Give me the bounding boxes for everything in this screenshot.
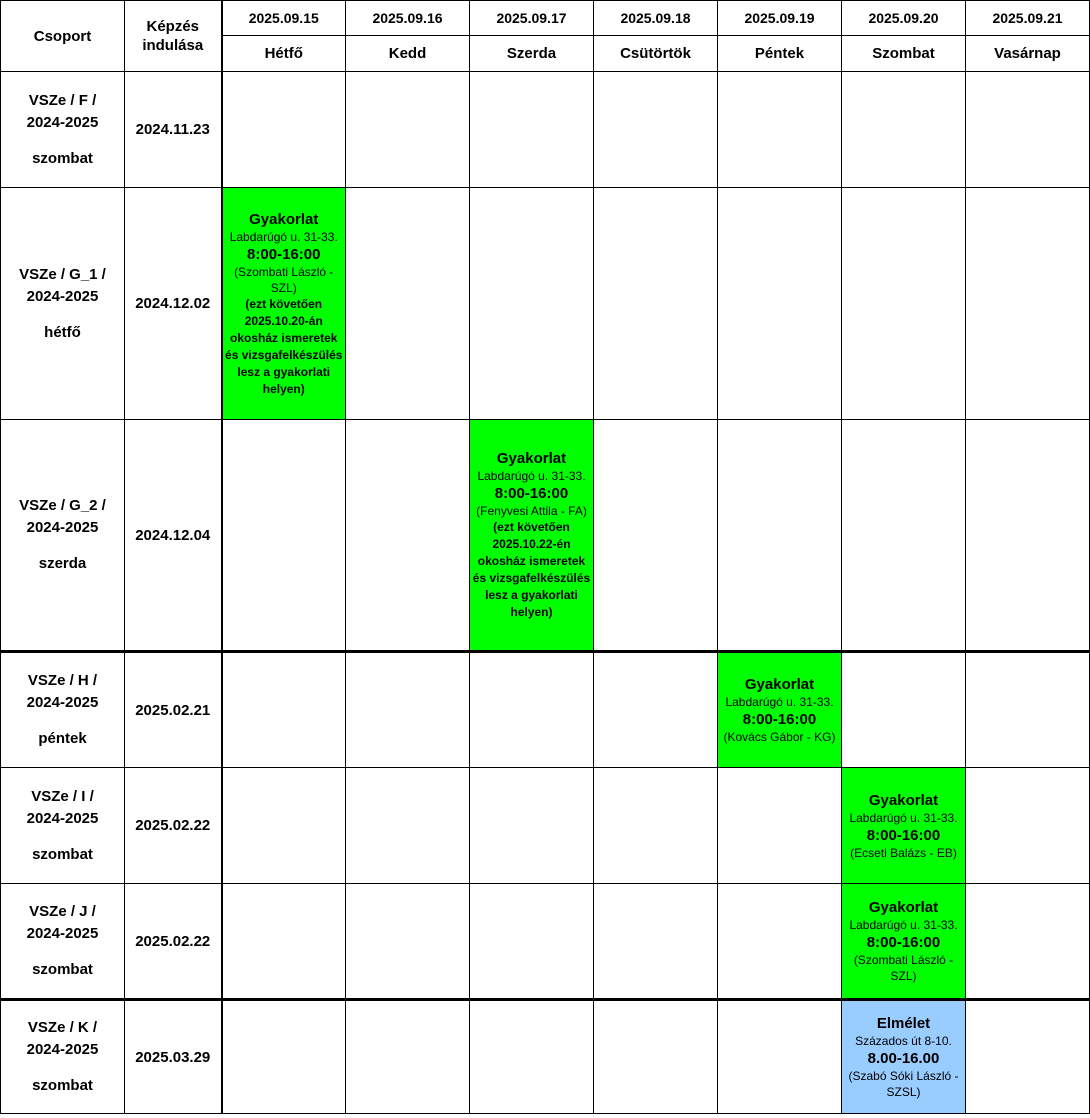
header-day: Kedd [346, 36, 470, 72]
day-cell [470, 768, 594, 884]
day-cell [346, 420, 470, 652]
day-cell [470, 72, 594, 188]
day-cell [222, 1000, 346, 1114]
group-cell [1, 1000, 125, 1114]
group-year: 2024-2025 [26, 1041, 99, 1058]
day-cell [222, 420, 346, 652]
header-day: Csütörtök [594, 36, 718, 72]
header-date: 2025.09.21 [966, 1, 1090, 36]
event-practice [718, 652, 842, 768]
day-cell [718, 1000, 842, 1114]
day-cell [222, 884, 346, 1000]
event-location: Labdarúgó u. 31-33. [229, 229, 338, 244]
group-cell [1, 420, 125, 652]
start-date: 2025.02.21 [125, 652, 222, 768]
group-cell [1, 768, 125, 884]
group-cell [1, 884, 125, 1000]
day-cell [346, 768, 470, 884]
group-name: VSZe / G_1 / [19, 265, 106, 283]
event-title: Gyakorlat [868, 791, 939, 809]
event-title: Gyakorlat [496, 450, 567, 467]
group-year: 2024-2025 [26, 287, 99, 305]
table-row [1, 1000, 1090, 1114]
table-row [1, 72, 1090, 188]
day-cell [470, 1000, 594, 1114]
event-practice [222, 188, 346, 420]
table-row [1, 420, 1090, 652]
group-name: VSZe / I / [31, 787, 94, 805]
day-cell [718, 884, 842, 1000]
event-practice [842, 884, 966, 1000]
event-time: 8:00-16:00 [742, 711, 817, 728]
day-cell [966, 188, 1090, 420]
day-cell [842, 188, 966, 420]
event-theory [842, 1000, 966, 1114]
start-date: 2025.02.22 [125, 768, 222, 884]
group-year: 2024-2025 [26, 809, 99, 827]
group-cell [1, 188, 125, 420]
event-location: Labdarúgó u. 31-33. [849, 918, 958, 932]
event-teacher: (Fenyvesi Attila - FA) [476, 504, 587, 518]
header-row-dates [1, 1, 1090, 36]
group-year: 2024-2025 [26, 694, 99, 711]
event-teacher: (Szombati László - SZL) [234, 264, 334, 295]
day-cell [594, 72, 718, 188]
group-name: VSZe / K / [27, 1019, 98, 1036]
header-date: 2025.09.20 [842, 1, 966, 36]
day-cell [718, 188, 842, 420]
day-cell [594, 884, 718, 1000]
group-day: szombat [32, 961, 93, 978]
header-day: Péntek [718, 36, 842, 72]
group-day: szombat [32, 845, 93, 863]
table-row [1, 188, 1090, 420]
event-teacher: (Ecseti Balázs - EB) [850, 845, 957, 860]
table-row [1, 768, 1090, 884]
day-cell [222, 652, 346, 768]
event-time: 8.00-16.00 [867, 1050, 940, 1067]
event-teacher: (Kovács Gábor - KG) [723, 730, 836, 744]
day-cell [718, 768, 842, 884]
day-cell [966, 420, 1090, 652]
event-location: Labdarúgó u. 31-33. [725, 695, 834, 709]
start-date: 2025.02.22 [125, 884, 222, 1000]
day-cell [966, 72, 1090, 188]
event-time: 8:00-16:00 [866, 934, 941, 951]
event-location: Százados út 8-10. [855, 1034, 952, 1048]
header-date: 2025.09.18 [594, 1, 718, 36]
header-day: Hétfő [222, 36, 346, 72]
event-note: (ezt követően 2025.10.22-én okosház ismeretek és vizsgafelkészülés lesz a gyakorlati helyen) [472, 520, 591, 619]
event-note: (ezt követően 2025.10.20-án okosház ismeretek és vizsgafelkészülés lesz a gyakorlati helyen) [225, 296, 343, 396]
day-cell [346, 188, 470, 420]
event-teacher: (Szabó Sóki László - SZSL) [848, 1069, 959, 1099]
table-row [1, 884, 1090, 1000]
event-practice [842, 768, 966, 884]
day-cell [594, 420, 718, 652]
day-cell [594, 1000, 718, 1114]
day-cell [718, 72, 842, 188]
group-year: 2024-2025 [26, 113, 99, 131]
header-group: Csoport [1, 1, 125, 72]
header-day: Szerda [470, 36, 594, 72]
start-date: 2024.12.04 [125, 420, 222, 652]
group-day: szombat [32, 149, 93, 167]
event-practice [470, 420, 594, 652]
start-date: 2024.11.23 [125, 72, 222, 188]
group-name: VSZe / J / [29, 903, 96, 920]
day-cell [966, 884, 1090, 1000]
group-day: péntek [38, 730, 87, 747]
day-cell [470, 652, 594, 768]
day-cell [470, 884, 594, 1000]
day-cell [594, 188, 718, 420]
header-day: Vasárnap [966, 36, 1090, 72]
group-day: szombat [32, 1077, 93, 1094]
group-cell [1, 72, 125, 188]
day-cell [222, 72, 346, 188]
header-date: 2025.09.19 [718, 1, 842, 36]
header-date: 2025.09.17 [470, 1, 594, 36]
day-cell [966, 1000, 1090, 1114]
header-date: 2025.09.15 [222, 1, 346, 36]
header-start: Képzés indulása [125, 1, 222, 72]
group-name: VSZe / F / [28, 91, 97, 109]
day-cell [470, 188, 594, 420]
event-time: 8:00-16:00 [494, 485, 569, 502]
header-day: Szombat [842, 36, 966, 72]
event-teacher: (Szombati László - SZL) [853, 953, 954, 983]
day-cell [346, 72, 470, 188]
event-title: Elmélet [876, 1015, 931, 1032]
table-row [1, 652, 1090, 768]
day-cell [966, 652, 1090, 768]
day-cell [346, 652, 470, 768]
group-cell [1, 652, 125, 768]
group-year: 2024-2025 [26, 519, 99, 536]
event-title: Gyakorlat [868, 899, 939, 916]
day-cell [966, 768, 1090, 884]
group-name: VSZe / H / [27, 672, 98, 689]
day-cell [222, 768, 346, 884]
day-cell [346, 884, 470, 1000]
day-cell [842, 72, 966, 188]
group-year: 2024-2025 [26, 925, 99, 942]
event-location: Labdarúgó u. 31-33. [477, 469, 586, 483]
start-date: 2024.12.02 [125, 188, 222, 420]
header-date: 2025.09.16 [346, 1, 470, 36]
day-cell [842, 420, 966, 652]
start-date: 2025.03.29 [125, 1000, 222, 1114]
event-title: Gyakorlat [249, 210, 319, 228]
group-day: hétfő [44, 323, 81, 341]
day-cell [594, 652, 718, 768]
group-name: VSZe / G_2 / [19, 497, 106, 514]
day-cell [594, 768, 718, 884]
group-day: szerda [38, 555, 87, 572]
day-cell [842, 652, 966, 768]
day-cell [346, 1000, 470, 1114]
event-title: Gyakorlat [744, 676, 815, 693]
event-time: 8:00-16:00 [866, 826, 941, 844]
event-location: Labdarúgó u. 31-33. [849, 810, 958, 825]
day-cell [718, 420, 842, 652]
event-time: 8:00-16:00 [247, 245, 321, 263]
